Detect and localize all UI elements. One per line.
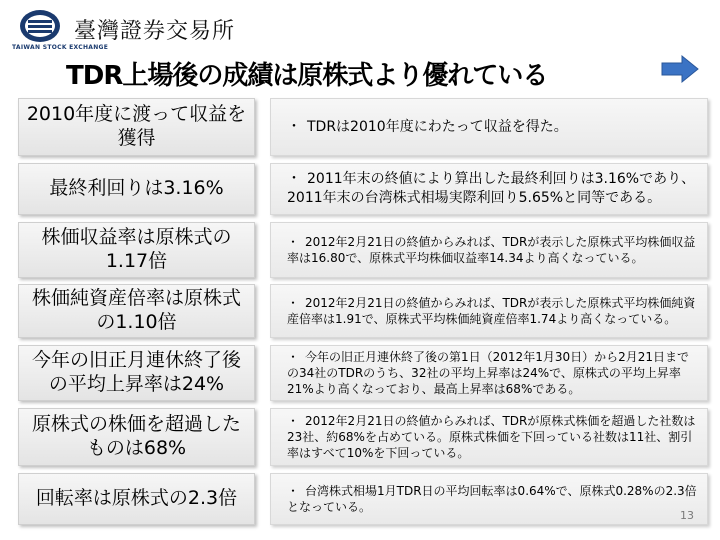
page-number: 13 bbox=[680, 509, 694, 522]
bullet: ・ bbox=[287, 413, 300, 428]
row-detail bbox=[270, 284, 708, 338]
row-detail-text: 今年の旧正月連休終了後の第1日（2012年1月30日）から2月21日までの34社のTDRのうち、32社の平均上昇率は24%で、原株式の平均上昇率21%より高くなっており、最高上昇率は68%である。 bbox=[287, 349, 690, 397]
row-detail-text: 2012年2月21日の終値からみれば、TDRが原株式株価を超過した社数は23社、約68%を占めている。原株式株価を下回っている社数は11社、割引率はすべて10%を下回っている。 bbox=[287, 413, 696, 461]
row-detail bbox=[270, 345, 708, 401]
row-detail-text: TDRは2010年度にわたって収益を得た。 bbox=[307, 118, 568, 135]
exchange-logo bbox=[12, 8, 252, 56]
row-heading: 2010年度に渡って収益を獲得 bbox=[18, 98, 255, 156]
row-detail bbox=[270, 222, 708, 278]
row-detail-text: 2012年2月21日の終値からみれば、TDRが表示した原株式平均株価純資産倍率は1.91で、原株式平均株価純資産倍率1.74より高くなっている。 bbox=[287, 295, 696, 326]
row-heading: 株価純資産倍率は原株式の1.10倍 bbox=[18, 284, 255, 338]
bullet: ・ bbox=[287, 234, 300, 249]
bullet: ・ bbox=[287, 118, 301, 135]
row-detail bbox=[270, 163, 708, 215]
comparison-row bbox=[18, 222, 708, 278]
bullet: ・ bbox=[287, 295, 300, 310]
comparison-row bbox=[18, 473, 708, 525]
row-detail-text: 2011年末の終値により算出した最終利回りは3.16%であり、2011年末の台湾株式相場実際利回り5.65%と同等である。 bbox=[287, 171, 696, 206]
row-heading: 回転率は原株式の2.3倍 bbox=[18, 473, 255, 525]
page-title: TDR上場後の成績は原株式より優れている bbox=[66, 61, 548, 91]
row-detail-text: 台湾株式相場1月TDR日の平均回転率は0.64%で、原株式0.28%の2.3倍となっている。 bbox=[287, 483, 697, 514]
next-arrow-icon[interactable] bbox=[660, 54, 700, 84]
row-heading: 原株式の株価を超過したものは68% bbox=[18, 408, 255, 466]
row-heading: 株価収益率は原株式の1.17倍 bbox=[18, 222, 255, 278]
row-heading: 最終利回りは3.16% bbox=[18, 163, 255, 215]
row-detail-text: 2012年2月21日の終値からみれば、TDRが表示した原株式平均株価収益率は16.80で、原株式平均株価収益率14.34より高くなっている。 bbox=[287, 234, 696, 265]
comparison-row bbox=[18, 284, 708, 338]
bullet: ・ bbox=[287, 483, 300, 498]
comparison-row bbox=[18, 98, 708, 156]
row-heading: 今年の旧正月連休終了後の平均上昇率は24% bbox=[18, 345, 255, 401]
row-detail bbox=[270, 408, 708, 466]
comparison-row bbox=[18, 345, 708, 401]
org-name: 臺灣證券交易所 bbox=[74, 19, 236, 44]
comparison-row bbox=[18, 163, 708, 215]
row-detail bbox=[270, 98, 708, 156]
comparison-row bbox=[18, 408, 708, 466]
bullet: ・ bbox=[287, 349, 300, 364]
bullet: ・ bbox=[287, 171, 301, 188]
logo-text: TAIWAN STOCK EXCHANGE bbox=[12, 44, 109, 51]
row-detail bbox=[270, 473, 708, 525]
